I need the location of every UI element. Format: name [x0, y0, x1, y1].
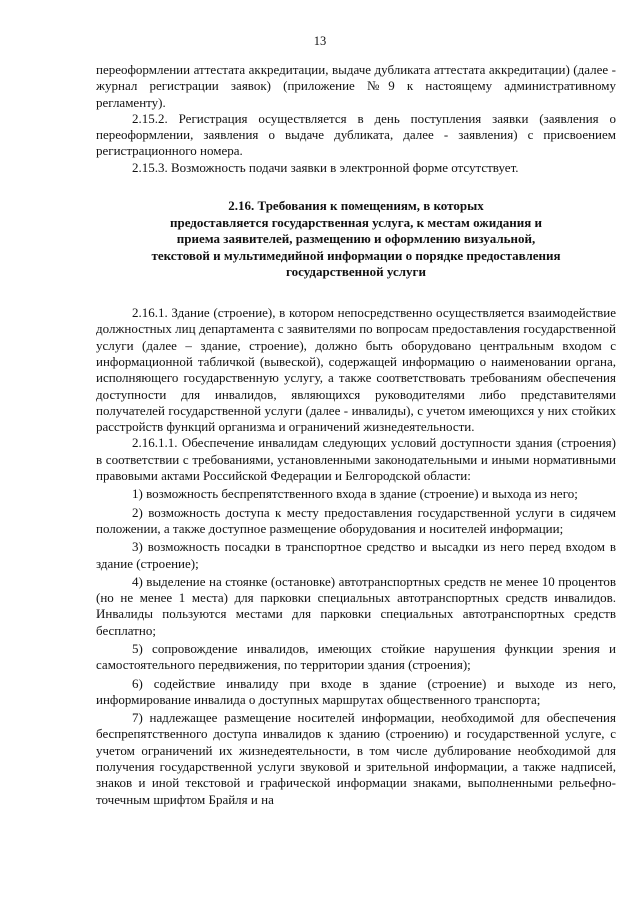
paragraph-continuation: переоформлении аттестата аккредитации, выдаче дубликата аттестата аккредитации) (далее - журнал регистрации заявок) (приложение №9 к настоящему административному регламенту). [96, 62, 616, 110]
list-item-7: 7) надлежащее размещение носителей информации, необходимой для обеспечения беспрепятственного доступа инвалидов к зданию (строению) и государственной услуге, с учетом ограничений их жизнедеятельности, в том числе дублирование необходимой для получения государственной услуги звуковой и зрительной информации, а также надписей, знаков и иной текстовой и графической информации знаками, выполненными рельефно-точечным шрифтом Брайля и на [96, 710, 616, 807]
heading-line: текстовой и мультимедийной информации о порядке предоставления [151, 247, 561, 263]
heading-line: приема заявителей, размещению и оформлению визуальной, [176, 231, 536, 247]
list-item-4: 4) выделение на стоянке (остановке) автотранспортных средств не менее 10 процентов (но не менее 1 места) для парковки специальных автотранспортных средств инвалидов. Инвалиды пользуются местами для парковки специальных автотранспортных средств бесплатно; [96, 573, 616, 638]
heading-line: 2.16. Требования к помещениям, в которых [228, 198, 484, 214]
paragraph-2-15-3: 2.15.3. Возможность подачи заявки в электронной форме отсутствует. [132, 159, 519, 175]
list-item-3: 3) возможность посадки в транспортное средство и высадки из него перед входом в здание (строение); [96, 539, 616, 571]
section-heading-2-16 [96, 198, 616, 281]
list-item-5: 5) сопровождение инвалидов, имеющих стойкие нарушения функции зрения и самостоятельного передвижения, по территории здания (строения); [96, 640, 616, 673]
page-number: 13 [313, 34, 327, 48]
document-body [96, 62, 616, 808]
list-item-2: 2) возможность доступа к месту предоставления государственной услуги в сидячем положении, а также доступное размещение оборудования и носителей информации; [96, 504, 616, 536]
heading-line: государственной услуги [286, 264, 426, 280]
paragraph-2-16-1: 2.16.1. Здание (строение), в котором непосредственно осуществляется взаимодействие должностных лиц департамента с заявителями по вопросам предоставления государственной услуги (далее – здание, строение), должно быть оборудовано центральным входом с информационной табличкой (вывеской), содержащей информацию о наименовании органа, исполняющего государственную услугу, а также соответствовать требованиям обеспечения доступности для инвалидов, являющихся руководителями либо представителями получателей государственной услуги (далее - инвалиды), с учетом имеющихся у них стойких расстройств функций организма и ограничений жизнедеятельности. [96, 305, 616, 435]
paragraph-2-15-2: 2.15.2. Регистрация осуществляется в день поступления заявки (заявления о переоформлении, заявления о выдаче дубликата, далее - заявления) с присвоением регистрационного номера. [96, 110, 616, 159]
heading-line: предоставляется государственная услуга, к местам ожидания и [169, 214, 543, 230]
list-item-1: 1) возможность беспрепятственного входа в здание (строение) и выхода из него; [132, 486, 578, 502]
list-item-6: 6) содействие инвалиду при входе в здание (строение) и выходе из него, информирование инвалида о доступных маршрутах общественного транспорта; [96, 675, 616, 707]
paragraph-2-16-1-1: 2.16.1.1. Обеспечение инвалидам следующих условий доступности здания (строения) в соответствии с требованиями, установленными законодательными и иными нормативными правовыми актами Российской Федерации и Белгородской области: [96, 435, 616, 484]
